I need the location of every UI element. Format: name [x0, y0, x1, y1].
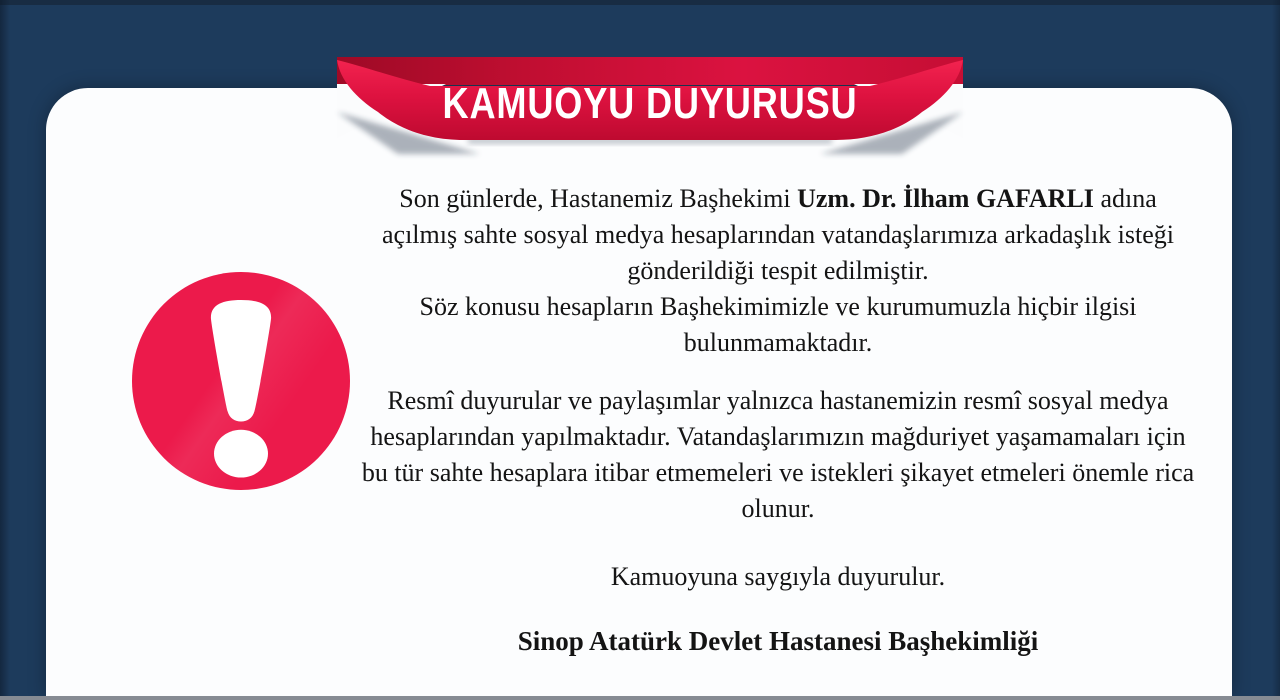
exclamation-mark-glyph [132, 272, 350, 490]
signature-line: Sinop Atatürk Devlet Hastanesi Başhekimliği [517, 626, 1039, 656]
ribbon-banner [328, 50, 972, 170]
frame-left-edge [0, 0, 10, 700]
chief-physician-name: Uzm. Dr. İlham GAFARLI [797, 184, 1094, 213]
paragraph-fake-accounts [360, 181, 1196, 289]
frame-right-edge [1272, 0, 1280, 700]
announcement-body [360, 181, 1196, 659]
banner-title: KAMUOYU DUYURUSU [442, 79, 858, 128]
paragraph-1-post: adına açılmış sahte sosyal medya hesaplarından vatandaşlarımıza arkadaşlık isteği gönderildiği tespit edilmiştir. [381, 184, 1174, 285]
closing-line: Kamuoyuna saygıyla duyurulur. [610, 562, 946, 591]
frame-top-edge [0, 0, 1280, 5]
exclamation-alert-icon [132, 272, 350, 490]
paragraph-1-pre: Son günlerde, Hastanemiz Başhekimi [399, 184, 798, 213]
frame-bottom-bar [0, 696, 1280, 700]
paragraph-no-relation: Söz konusu hesapların Başhekimimizle ve kurumumuzla hiçbir ilgisi bulunmamaktadır. [419, 292, 1137, 357]
paragraph-official-channels: Resmî duyurular ve paylaşımlar yalnızca hastanemizin resmî sosyal medya hesaplarından yapılmaktadır. Vatandaşlarımızın mağduriyet yaşamamaları için bu tür sahte hesaplara itibar etmemeleri ve istekleri şikayet etmeleri önemle rica olunur. [361, 386, 1195, 523]
ribbon-banner-graphic [328, 50, 972, 170]
